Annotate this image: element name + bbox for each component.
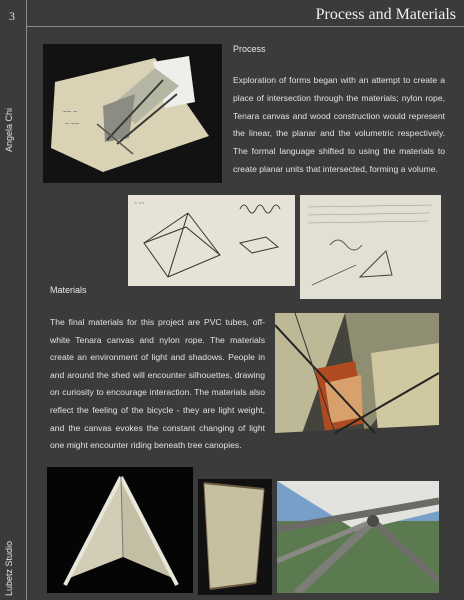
page-number: 3: [9, 9, 15, 23]
process-heading: Process: [233, 44, 266, 54]
svg-text:~ ~~: ~ ~~: [65, 121, 80, 128]
studio-name: Lubetz Studio: [4, 540, 14, 596]
fabric-detail-photo: [198, 479, 272, 595]
author-name: Angela Chi: [4, 107, 14, 152]
tent-model-photo: [47, 467, 193, 593]
materials-paragraph: The final materials for this project are PVC tubes, off-white Tenara canvas and nylon rope. The materials create an environment of light and shadows. People in and around the shed will encounter silhouettes, drawing on curiosity to encourage interaction. The materials also reflect the feeling of the bicycle - they are light weight, and the canvas evokes the constant changing of light one might encounter riding beneath tree canopies.: [50, 317, 265, 451]
sketch-photo-1: [128, 195, 295, 286]
materials-heading: Materials: [50, 285, 87, 295]
sketch-photo-2: [300, 195, 441, 299]
margin-rule: [26, 0, 27, 600]
shed-interior-photo: [275, 313, 439, 478]
joint-detail-photo: [277, 481, 439, 593]
svg-text:~~ ~: ~~ ~: [63, 109, 78, 116]
header-rule: [26, 26, 464, 27]
process-paragraph: Exploration of forms began with an attempt to create a place of intersection through the materials; nylon rope, Tenara canvas and wood construction would represent the linear, the planar and the volumetric respectively. The formal language shifted to using the materials to create planar units that intersected, forming a volume.: [233, 75, 445, 174]
svg-text:~ ~~: ~ ~~: [134, 201, 145, 207]
page-title: Process and Materials: [315, 6, 456, 23]
model-photo: [43, 44, 222, 183]
